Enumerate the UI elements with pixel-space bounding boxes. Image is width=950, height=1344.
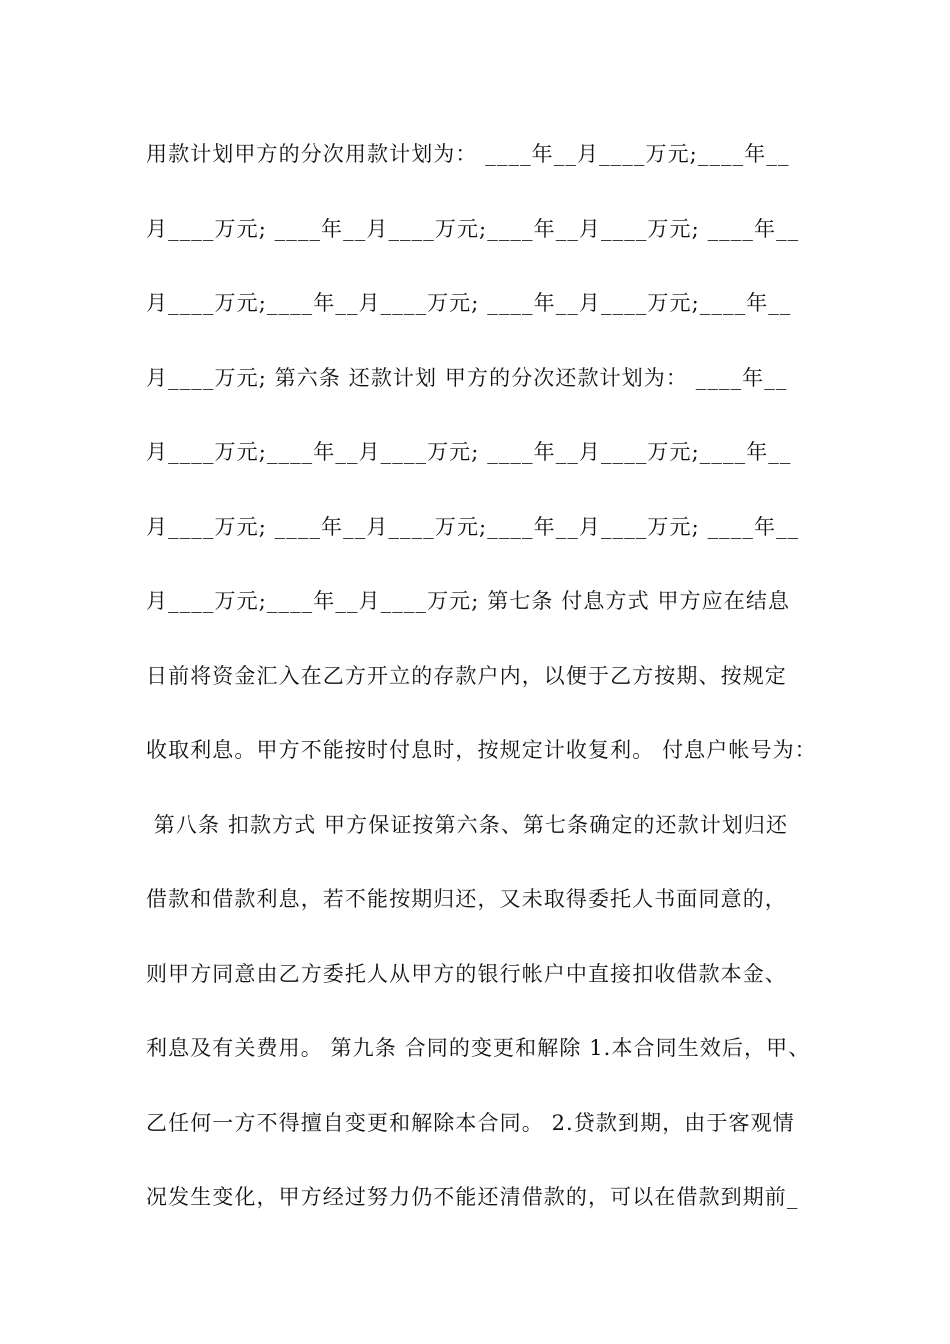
text-line: 月____万元; ____年__月____万元;____年__月____万元; ____年__: [146, 216, 800, 241]
text-line: 日前将资金汇入在乙方开立的存款户内，以便于乙方按期、按规定: [146, 663, 787, 688]
text-line: 乙任何一方不得擅自变更和解除本合同。 2.贷款到期，由于客观情: [146, 1110, 795, 1135]
text-line: 第八条 扣款方式 甲方保证按第六条、第七条确定的还款计划归还: [146, 812, 789, 837]
text-line: 月____万元; ____年__月____万元;____年__月____万元; ____年__: [146, 514, 800, 539]
text-line: 用款计划甲方的分次用款计划为： ____年__月____万元;____年__: [146, 142, 790, 166]
text-line: 利息及有关费用。 第九条 合同的变更和解除 1.本合同生效后，甲、: [146, 1036, 811, 1060]
text-line: 月____万元;____年__月____万元; ____年__月____万元;____年__: [146, 291, 792, 315]
text-line: 月____万元;____年__月____万元; ____年__月____万元;____年__: [146, 440, 792, 464]
text-line: 月____万元;____年__月____万元; 第七条 付息方式 甲方应在结息: [146, 589, 791, 613]
text-line: 借款和借款利息，若不能按期归还，又未取得委托人书面同意的，: [146, 887, 787, 911]
contract-body: [146, 134, 826, 1252]
text-line: 收取利息。甲方不能按时付息时，按规定计收复利。 付息户帐号为：: [146, 738, 817, 762]
text-line: 则甲方同意由乙方委托人从甲方的银行帐户中直接扣收借款本金、: [146, 961, 787, 986]
text-line: 月____万元; 第六条 还款计划 甲方的分次还款计划为： ____年__: [146, 365, 788, 390]
text-line: 况发生变化，甲方经过努力仍不能还清借款的，可以在借款到期前_: [146, 1185, 799, 1209]
